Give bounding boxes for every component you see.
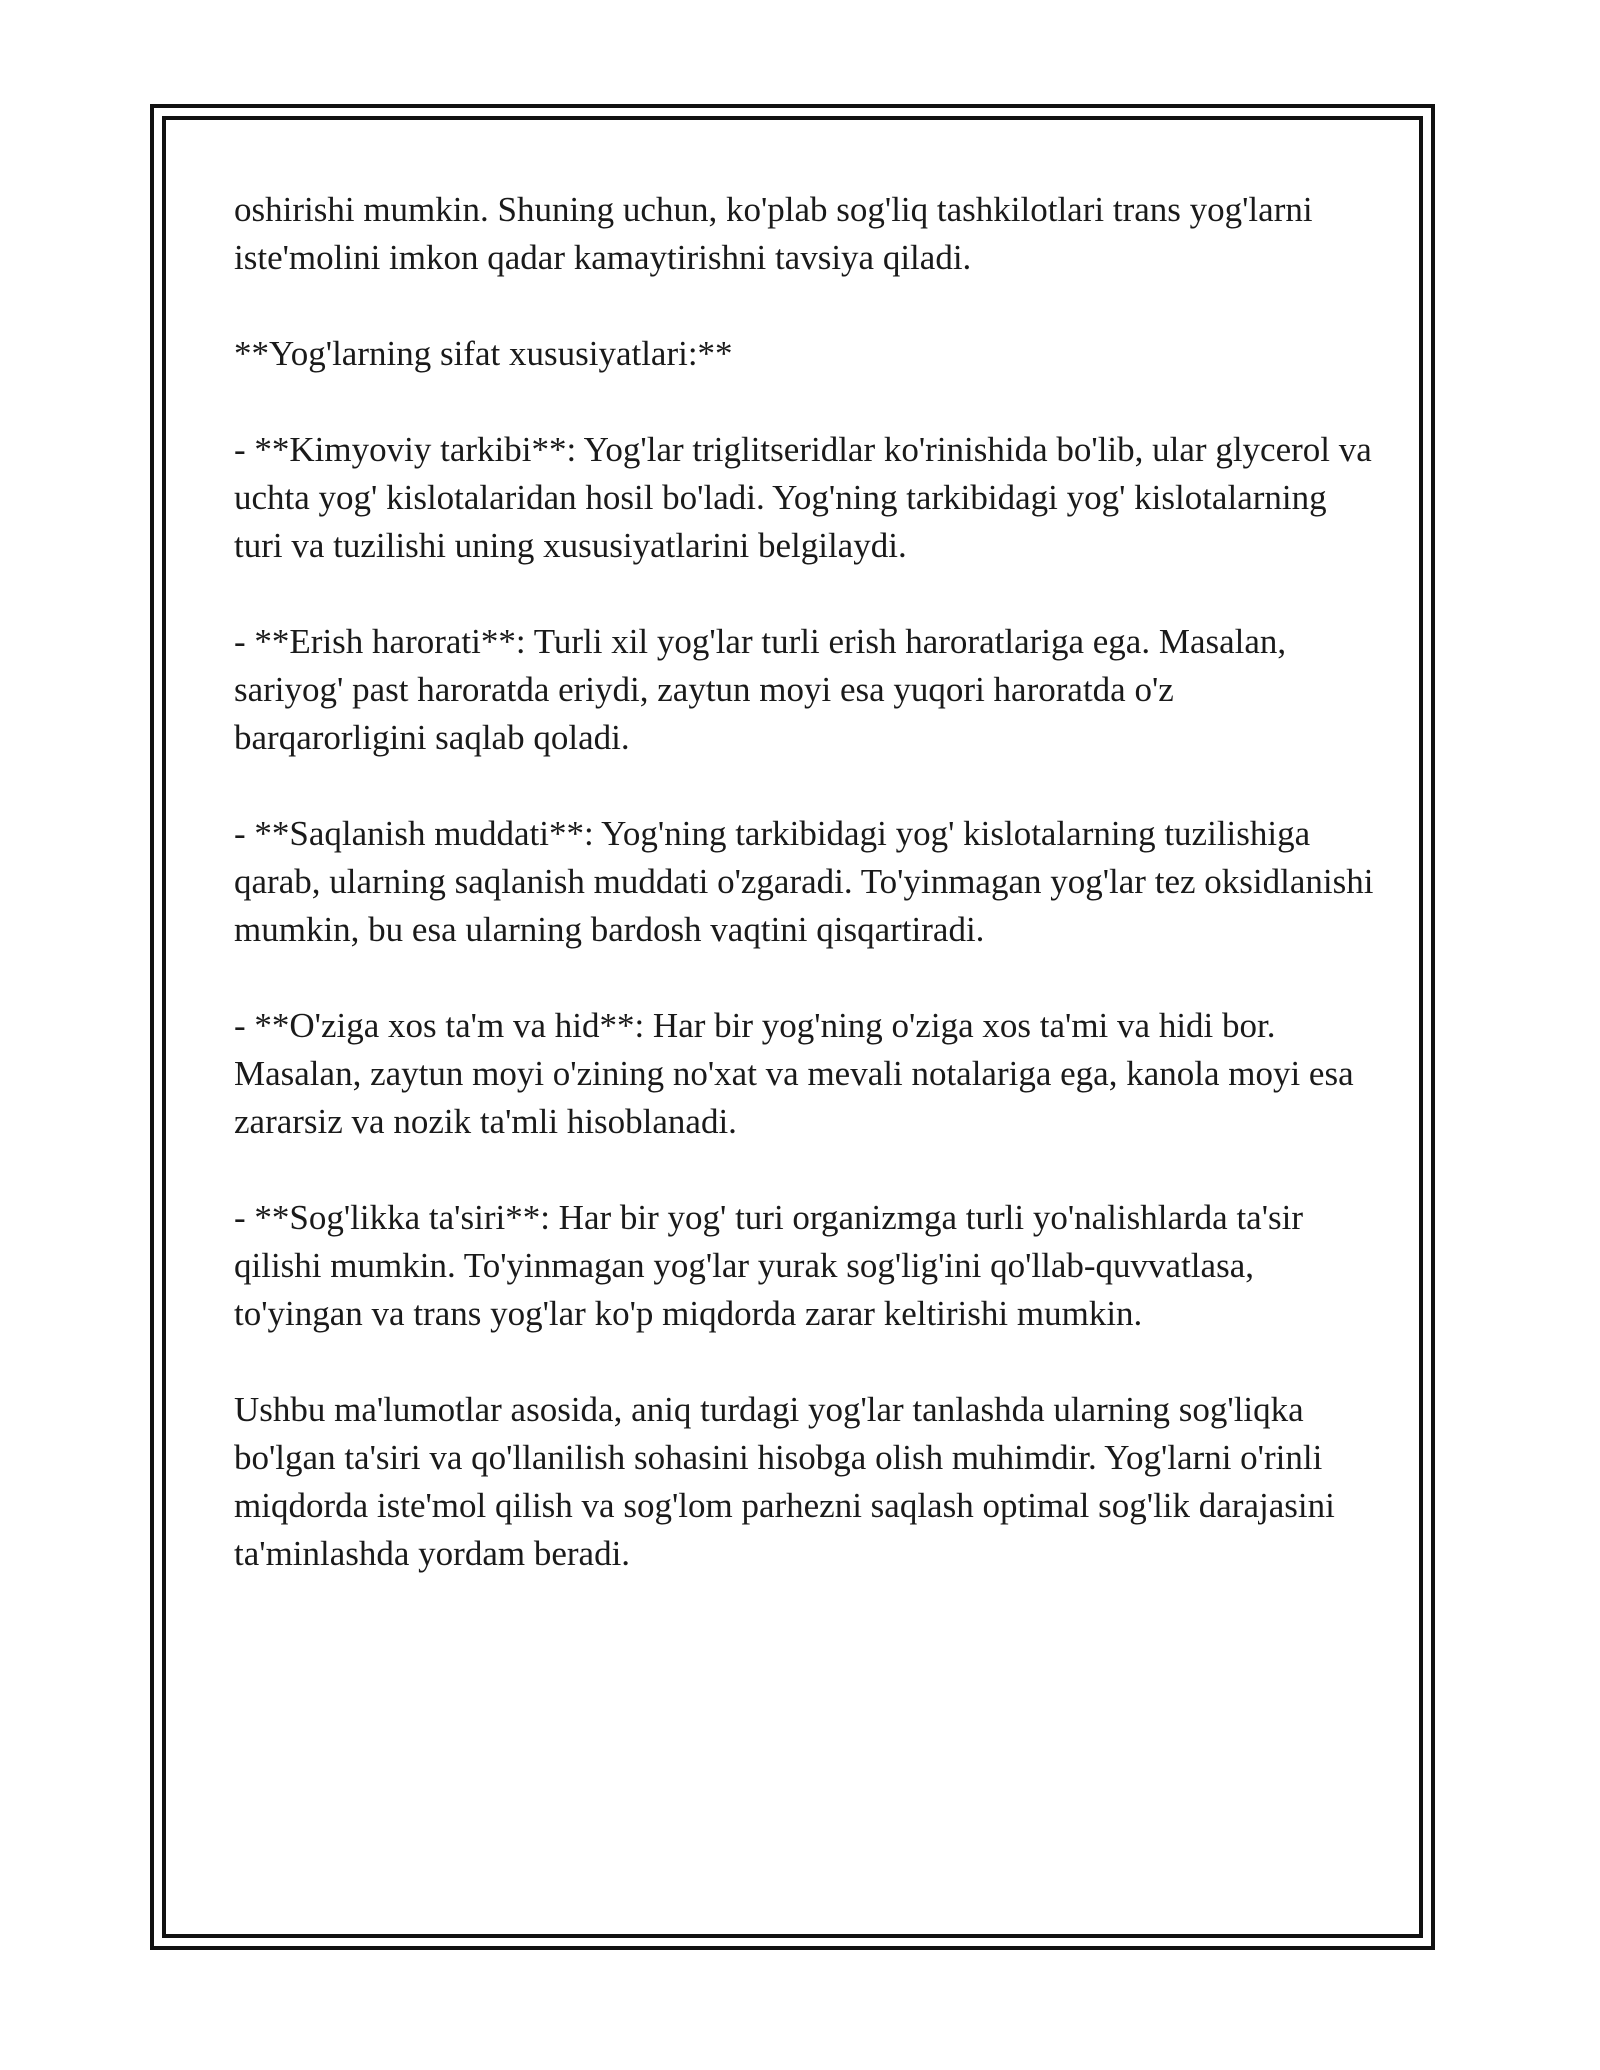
section-heading: **Yog'larning sifat xususiyatlari:** xyxy=(234,334,733,373)
list-item-health-effect: - **Sog'likka ta'siri**: Har bir yog' turi organizmga turli yo'nalishlarda ta'sir qilishi mumkin. To'yinmagan yog'lar yurak sog'lig'ini qo'llab-quvvatlasa, to'yingan va trans yog'lar ko'p miqdorda zarar keltirishi mumkin. xyxy=(234,1198,1304,1333)
list-item-shelf-life: - **Saqlanish muddati**: Yog'ning tarkibidagi yog' kislotalarning tuzilishiga qarab, ularning saqlanish muddati o'zgaradi. To'yinmagan yog'lar tez oksidlanishi mumkin, bu esa ularning bardosh vaqtini qisqartiradi. xyxy=(234,814,1374,949)
document-body xyxy=(234,186,1374,1626)
list-item-melting-point: - **Erish harorati**: Turli xil yog'lar turli erish haroratlariga ega. Masalan, sariyog' past haroratda eriydi, zaytun moyi esa yuqori haroratda o'z barqarorligini saqlab qoladi. xyxy=(234,622,1287,757)
paragraph-intro-continuation: oshirishi mumkin. Shuning uchun, ko'plab sog'liq tashkilotlari trans yog'larni iste'molini imkon qadar kamaytirishni tavsiya qiladi. xyxy=(234,190,1313,277)
list-item-chemical-composition: - **Kimyoviy tarkibi**: Yog'lar triglitseridlar ko'rinishida bo'lib, ular glycerol va uchta yog' kislotalaridan hosil bo'ladi. Yog'ning tarkibidagi yog' kislotalarning turi va tuzilishi uning xususiyatlarini belgilaydi. xyxy=(234,430,1372,565)
list-item-taste-and-smell: - **O'ziga xos ta'm va hid**: Har bir yog'ning o'ziga xos ta'mi va hidi bor. Masalan, zaytun moyi o'zining no'xat va mevali notalariga ega, kanola moyi esa zararsiz va nozik ta'mli hisoblanadi. xyxy=(234,1006,1354,1141)
paragraph-conclusion: Ushbu ma'lumotlar asosida, aniq turdagi yog'lar tanlashda ularning sog'liqka bo'lgan ta'siri va qo'llanilish sohasini hisobga olish muhimdir. Yog'larni o'rinli miqdorda iste'mol qilish va sog'lom parhezni saqlash optimal sog'lik darajasini ta'minlashda yordam beradi. xyxy=(234,1390,1335,1573)
